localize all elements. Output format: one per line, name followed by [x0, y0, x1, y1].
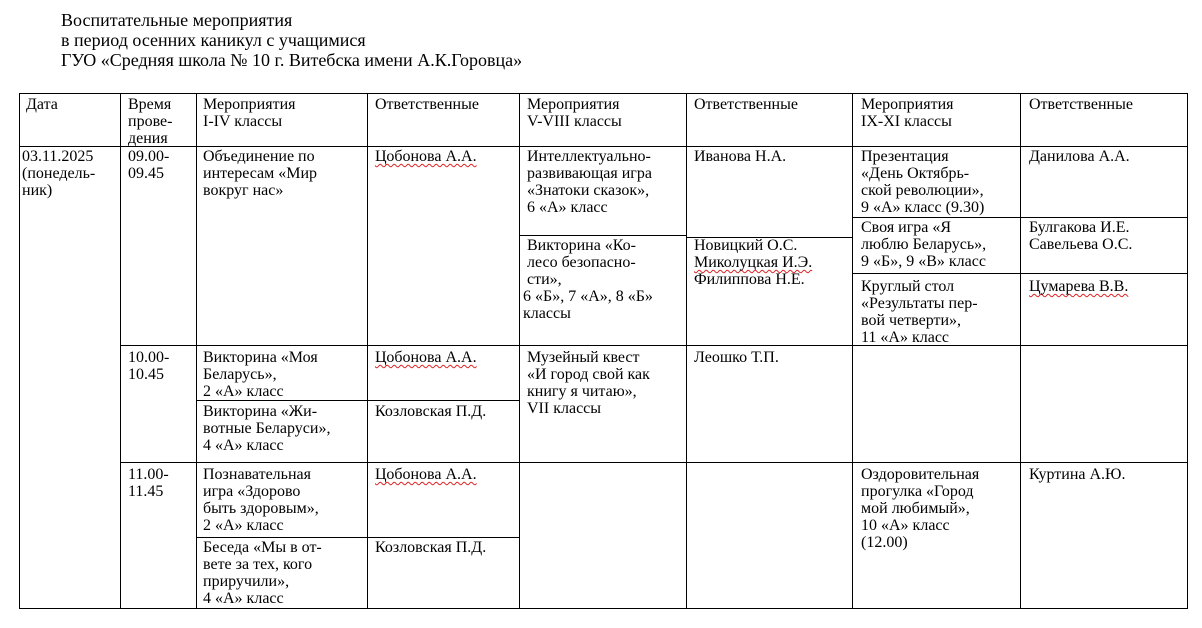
- header-responsible-1-4: Ответственные: [375, 96, 479, 113]
- table-border-top: [19, 93, 1188, 94]
- header-responsible-9-11: Ответственные: [1029, 96, 1133, 113]
- event-cell: Оздоровительная прогулка «Город мой любимый», 10 «А» класс (12.00): [861, 466, 980, 551]
- event-cell: Своя игра «Я люблю Беларусь», 9 «Б», 9 «В» класс: [861, 219, 987, 270]
- responsible-cell: Леошко Т.П.: [694, 349, 779, 366]
- responsible-cell: Цумарева В.В.: [1029, 278, 1129, 295]
- column-divider: [1020, 93, 1021, 609]
- event-cell: Викторина «Ко- лесо безопасно- сти», 6 «Б», 7 «А», 8 «Б» классы: [523, 237, 653, 322]
- responsible-cell: Козловская П.Д.: [375, 403, 487, 420]
- cell-divider: [519, 235, 687, 236]
- row-divider: [120, 462, 1188, 463]
- header-events-1-4: Мероприятия I-IV классы: [203, 96, 296, 130]
- cell-divider: [196, 537, 520, 538]
- event-cell: Музейный квест «И город свой как книгу я читаю», VII классы: [527, 349, 650, 417]
- cell-divider: [852, 217, 1188, 218]
- responsible-cell: Булгакова И.Е. Савельева О.С.: [1029, 219, 1133, 253]
- date-cell: 03.11.2025 (понедель- ник): [22, 148, 96, 199]
- table-border-bottom: [19, 608, 1188, 609]
- header-date: Дата: [26, 96, 58, 113]
- event-cell: Беседа «Мы в от- вете за тех, кого приручили», 4 «А» класс: [203, 539, 322, 607]
- responsible-cell: Цобонова А.А.: [375, 349, 477, 366]
- column-divider: [196, 93, 197, 609]
- event-cell: Объединение по интересам «Мир вокруг нас»: [203, 148, 318, 199]
- event-cell: Викторина «Моя Беларусь», 2 «А» класс: [203, 349, 318, 400]
- event-cell: Круглый стол «Результаты пер- вой четверти», 11 «А» класс: [861, 278, 978, 346]
- column-divider: [686, 93, 687, 609]
- table-border-left: [19, 93, 20, 609]
- responsible-cell: Иванова Н.А.: [694, 148, 787, 165]
- event-cell: Викторина «Жи- вотные Беларуси», 4 «А» класс: [203, 403, 331, 454]
- cell-divider: [196, 400, 520, 401]
- time-cell: 11.00- 11.45: [128, 466, 169, 500]
- column-divider: [519, 93, 520, 609]
- time-cell: 09.00- 09.45: [128, 148, 170, 182]
- event-cell: Интеллектуально- развивающая игра «Знатоки сказок», 6 «А» класс: [527, 148, 652, 216]
- title-line-1: Воспитательные мероприятия: [61, 10, 293, 30]
- cell-divider: [852, 273, 1188, 274]
- responsible-cell: Козловская П.Д.: [375, 539, 487, 556]
- title-line-2: в период осенних каникул с учащимися: [61, 30, 366, 50]
- header-row-divider: [19, 146, 1188, 147]
- responsible-cell: Куртина А.Ю.: [1029, 466, 1126, 483]
- header-events-9-11: Мероприятия IX-XI классы: [861, 96, 954, 130]
- title-line-3: ГУО «Средняя школа № 10 г. Витебска имени А.К.Горовца»: [61, 50, 523, 70]
- responsible-cell: Данилова А.А.: [1029, 148, 1130, 165]
- event-cell: Познавательная игра «Здорово быть здоровым», 2 «А» класс: [203, 466, 319, 534]
- responsible-cell: Цобонова А.А.: [375, 466, 477, 483]
- header-time: Время прове- дения: [128, 96, 173, 147]
- column-divider: [120, 93, 121, 609]
- column-divider: [367, 93, 368, 609]
- header-responsible-5-8: Ответственные: [694, 96, 798, 113]
- event-cell: Презентация «День Октябрь- ской революции», 9 «А» класс (9.30): [861, 148, 985, 216]
- row-divider: [120, 345, 1188, 346]
- time-cell: 10.00- 10.45: [128, 349, 170, 383]
- header-events-5-8: Мероприятия V-VIII классы: [527, 96, 622, 130]
- table-border-right: [1187, 93, 1188, 609]
- responsible-cell: Цобонова А.А.: [375, 148, 477, 165]
- responsible-cell: Новицкий О.С. Миколуцкая И.Э. Филиппова Н.Е.: [694, 237, 813, 288]
- column-divider: [852, 93, 853, 609]
